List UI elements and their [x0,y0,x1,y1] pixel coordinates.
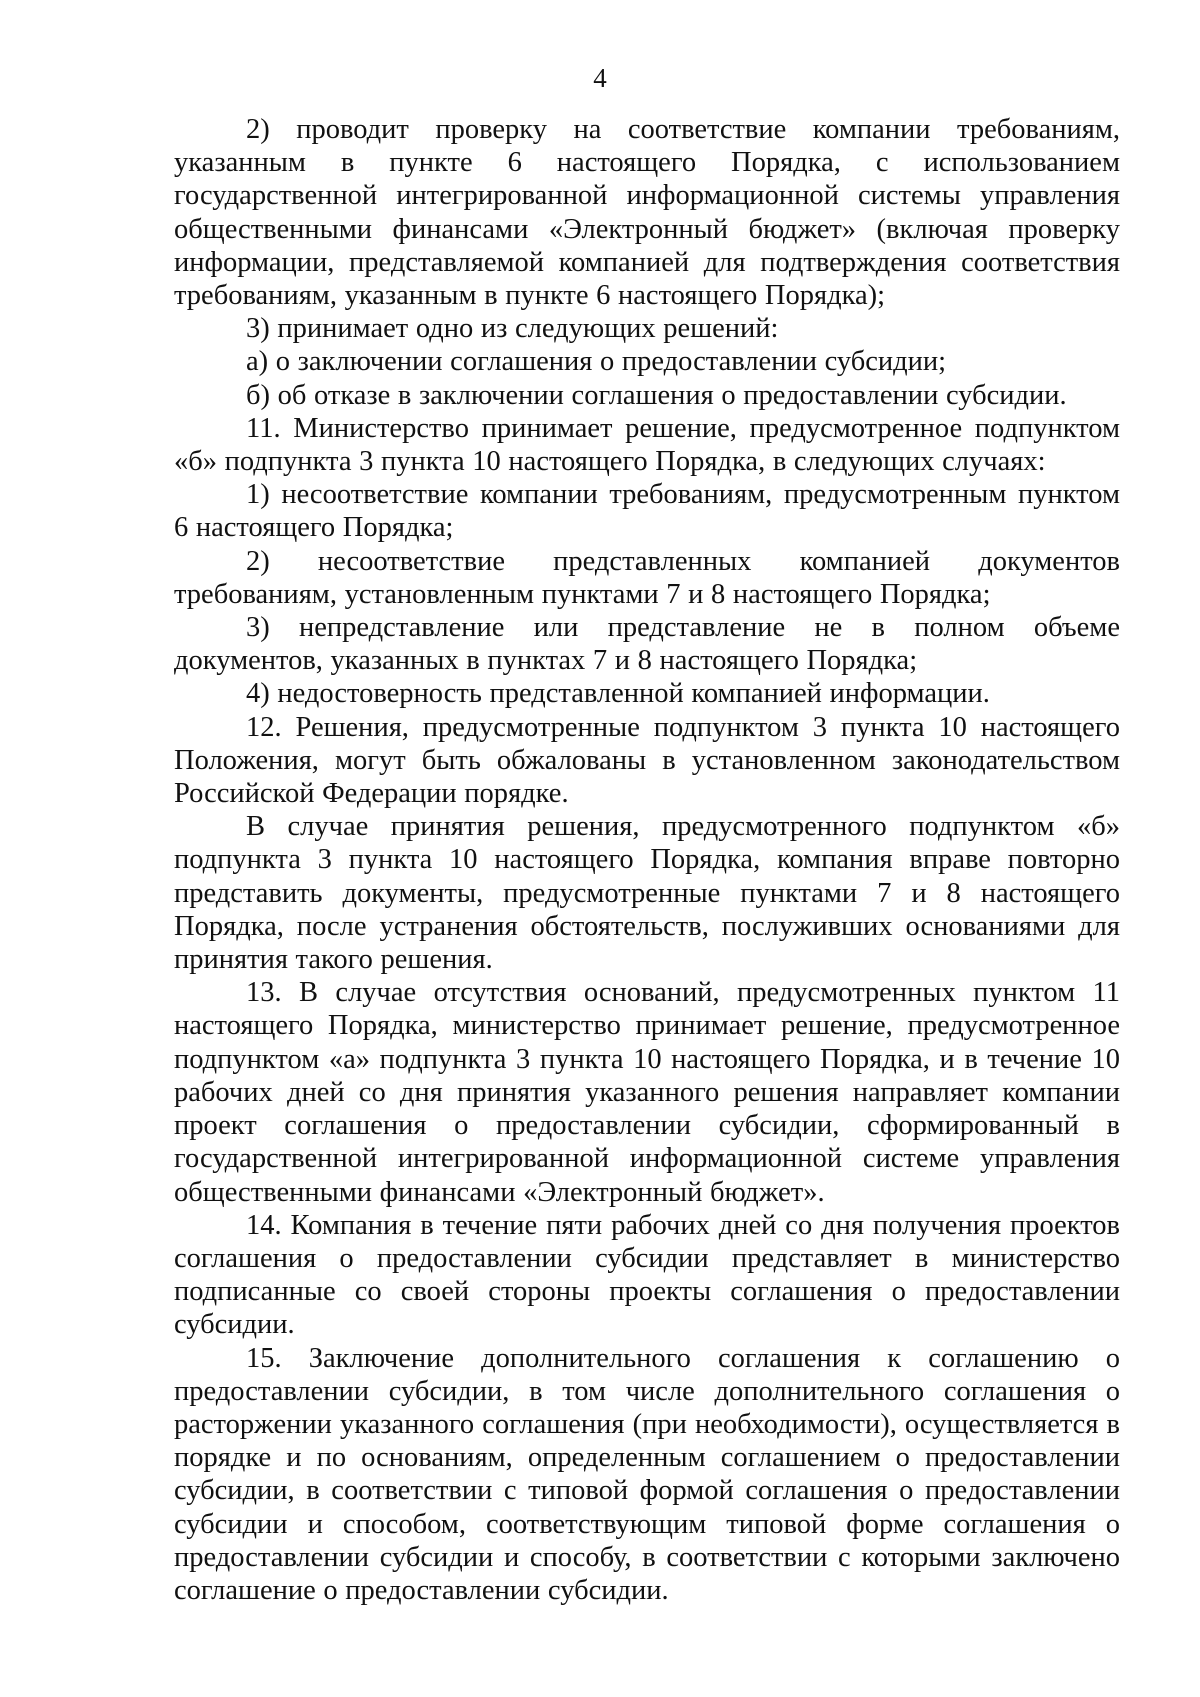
paragraph-subitem-a: а) о заключении соглашения о предоставлении субсидии; [246,346,947,378]
paragraph-item-2-check: 2) проводит проверку на соответствие компании требованиям, указанным в пункте 6 настоящего Порядка, с использованием государственной интегрированной информационной системы управления общественными финансами «Электронный бюджет» (включая проверку информации, представляемой компанией для подтверждения соответствия требованиям, указанным в пункте 6 настоящего Порядка); [174,114,1120,312]
paragraph-section-12-resubmit: В случае принятия решения, предусмотренного подпунктом «б» подпункта 3 пункта 10 настоящего Порядка, компания вправе повторно представить документы, предусмотренные пунктами 7 и 8 настоящего Порядка, после устранения обстоятельств, послуживших основаниями для принятия такого решения. [174,811,1120,976]
document-body [174,113,1120,1607]
page-number: 4 [593,63,607,93]
paragraph-section-11-item-3: 3) непредставление или представление не в полном объеме документов, указанных в пунктах 7 и 8 настоящего Порядка; [174,612,1120,677]
paragraph-section-11: 11. Министерство принимает решение, предусмотренное подпунктом «б» подпункта 3 пункта 10 настоящего Порядка, в следующих случаях: [174,412,1120,478]
paragraph-subitem-b: б) об отказе в заключении соглашения о предоставлении субсидии. [246,379,1067,411]
paragraph-section-11-item-4: 4) недостоверность представленной компанией информации. [246,678,990,710]
paragraph-item-3-decisions: 3) принимает одно из следующих решений: [246,313,779,345]
paragraph-section-11-item-2: 2) несоответствие представленных компанией документов требованиям, установленным пунктами 7 и 8 настоящего Порядка; [174,545,1120,610]
paragraph-section-11-item-1: 1) несоответствие компании требованиям, предусмотренным пунктом 6 настоящего Порядка; [174,479,1120,544]
paragraph-section-15: 15. Заключение дополнительного соглашения к соглашению о предоставлении субсидии, в том числе дополнительного соглашения о расторжении указанного соглашения (при необходимости), осуществляется в порядке и по основаниям, определенным соглашением о предоставлении субсидии, в соответствии с типовой формой соглашения о предоставлении субсидии и способом, соответствующим типовой форме соглашения о предоставлении субсидии и способу, в соответствии с которыми заключено соглашение о предоставлении субсидии. [174,1342,1120,1606]
paragraph-section-13: 13. В случае отсутствия оснований, предусмотренных пунктом 11 настоящего Порядка, министерство принимает решение, предусмотренное подпунктом «а» подпункта 3 пункта 10 настоящего Порядка, и в течение 10 рабочих дней со дня принятия указанного решения направляет компании проект соглашения о предоставлении субсидии, сформированный в государственной интегрированной информационной системе управления общественными финансами «Электронный бюджет». [174,977,1120,1208]
paragraph-section-12: 12. Решения, предусмотренные подпунктом 3 пункта 10 настоящего Положения, могут быть обжалованы в установленном законодательством Российской Федерации порядке. [174,711,1120,810]
paragraph-section-14: 14. Компания в течение пяти рабочих дней со дня получения проектов соглашения о предоставлении субсидии представляет в министерство подписанные со своей стороны проекты соглашения о предоставлении субсидии. [174,1209,1120,1341]
